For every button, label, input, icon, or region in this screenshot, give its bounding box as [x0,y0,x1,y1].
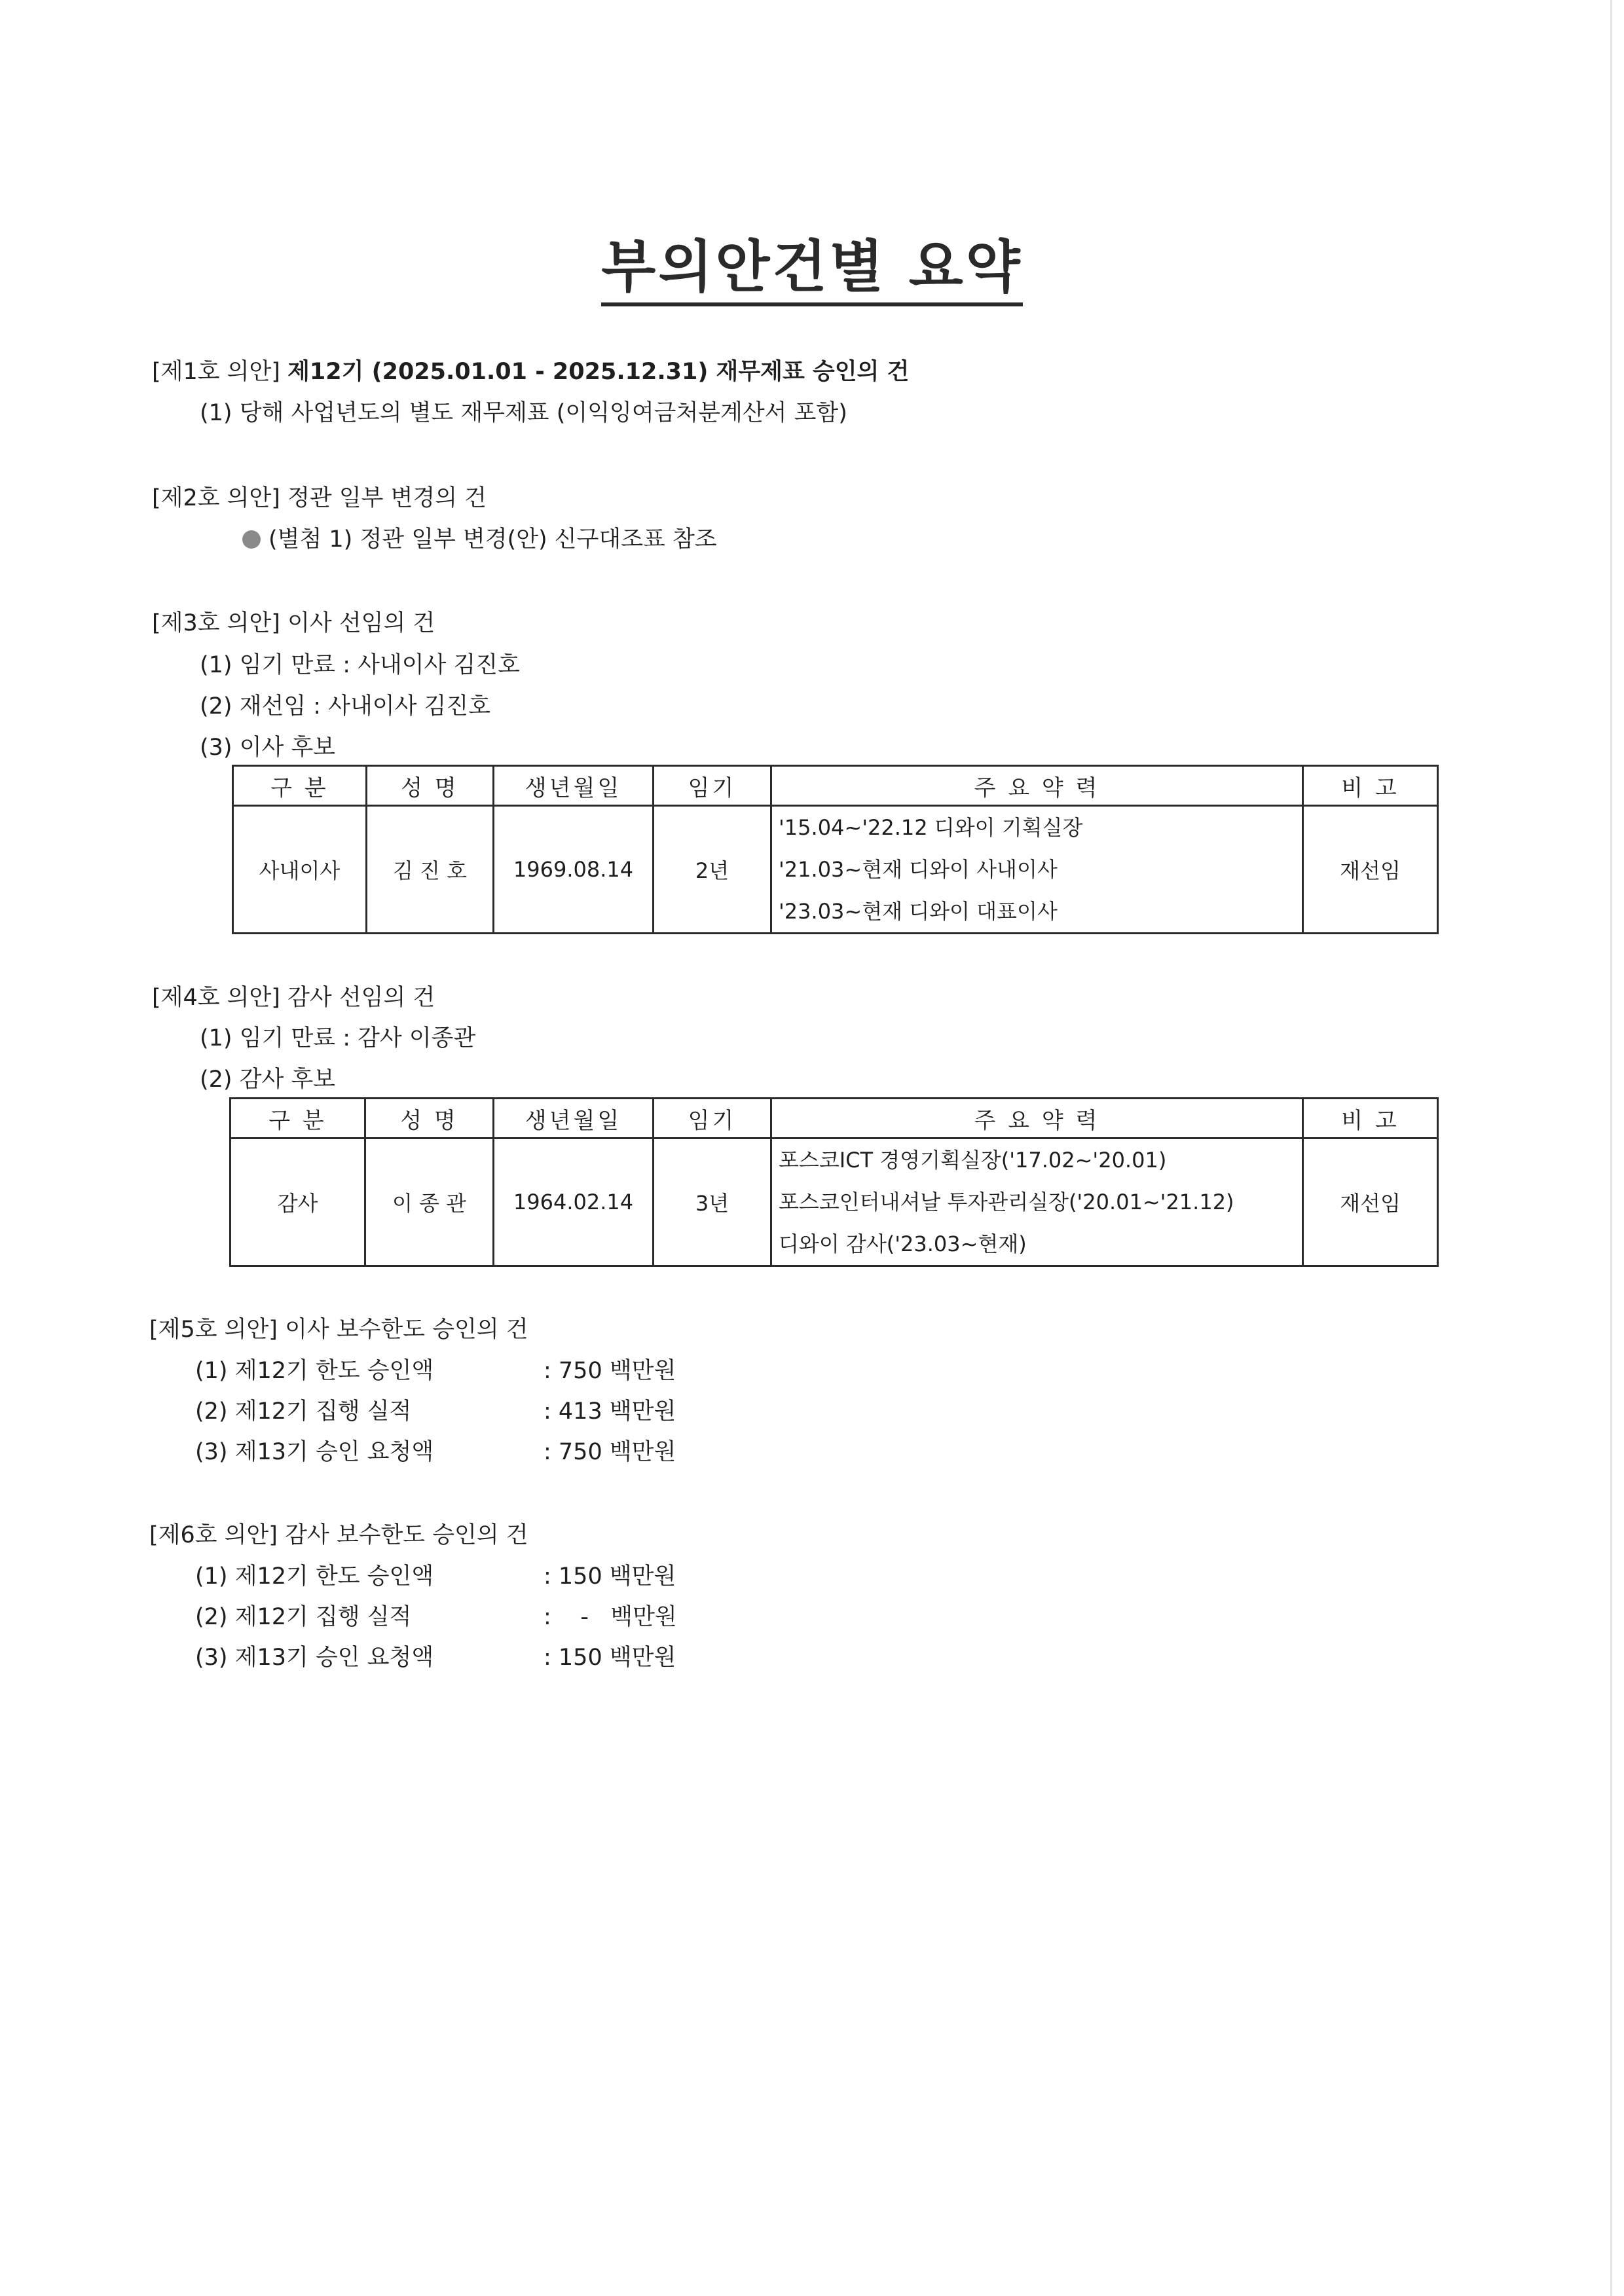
header-category: 구 분 [233,766,367,806]
agenda6-row3-value: : 150 백만원 [544,1645,676,1671]
bullet-icon [242,530,261,549]
agenda2-heading [152,480,487,513]
agenda3-item3: (3) 이사 후보 [200,735,336,761]
agenda5-row3-value: : 750 백만원 [544,1439,676,1465]
header-name: 성 명 [365,1099,494,1139]
agenda2-item1 [242,521,717,554]
cell-name: 이 종 관 [365,1139,494,1266]
cell-term: 3년 [654,1139,771,1266]
header-name: 성 명 [367,766,494,806]
career-line: 포스코인터내셔날 투자관리실장('20.01~'21.12) [779,1190,1234,1214]
agenda4-title: 감사 선임의 건 [287,985,435,1011]
career-line: '21.03~현재 디와이 사내이사 [779,857,1058,882]
table-row [231,1139,1438,1266]
agenda6-number: [제6호 의안] [149,1522,278,1548]
agenda4-number: [제4호 의안] [152,985,280,1011]
cell-birth: 1969.08.14 [494,806,654,934]
agenda3-item2: (2) 재선임 : 사내이사 김진호 [200,693,490,720]
agenda6-row2-label: (2) 제12기 집행 실적 [195,1604,412,1630]
cell-name: 김 진 호 [367,806,494,934]
career-line: 디와이 감사('23.03~현재) [779,1231,1027,1256]
header-birth: 생년월일 [494,1099,654,1139]
page-title: 부의안건별 요약 [0,221,1624,302]
table-header-row [231,1099,1438,1139]
table-row [233,806,1438,934]
agenda2-number: [제2호 의안] [152,485,280,511]
cell-birth: 1964.02.14 [494,1139,654,1266]
header-category: 구 분 [231,1099,365,1139]
cell-career [771,1139,1303,1266]
agenda5-heading [149,1311,528,1344]
cell-category: 사내이사 [233,806,367,934]
agenda5-row3-label: (3) 제13기 승인 요청액 [195,1439,434,1465]
director-candidate-table [232,765,1439,934]
cell-note: 재선임 [1303,1139,1438,1266]
agenda5-row1-value: : 750 백만원 [544,1358,676,1384]
agenda3-number: [제3호 의안] [152,610,280,636]
agenda5-row2-label: (2) 제12기 집행 실적 [195,1398,412,1425]
career-line: '15.04~'22.12 디와이 기획실장 [779,815,1083,840]
agenda1-number: [제1호 의안] [152,359,280,385]
agenda1-heading [152,354,909,386]
cell-category: 감사 [231,1139,365,1266]
header-birth: 생년월일 [494,766,654,806]
header-term: 임기 [654,1099,771,1139]
agenda5-row2-value: : 413 백만원 [544,1398,676,1425]
header-term: 임기 [654,766,771,806]
agenda1-item1: (1) 당해 사업년도의 별도 재무제표 (이익잉여금처분계산서 포함) [200,400,847,426]
agenda2-title: 정관 일부 변경의 건 [287,485,487,511]
agenda5-number: [제5호 의안] [149,1317,278,1343]
cell-term: 2년 [654,806,771,934]
table-header-row [233,766,1438,806]
career-line: 포스코ICT 경영기획실장('17.02~'20.01) [779,1148,1167,1173]
agenda6-heading [149,1517,528,1550]
agenda6-row3-label: (3) 제13기 승인 요청액 [195,1645,434,1671]
agenda3-heading [152,605,435,638]
header-note: 비 고 [1303,1099,1438,1139]
agenda5-title: 이사 보수한도 승인의 건 [285,1317,528,1343]
agenda6-title: 감사 보수한도 승인의 건 [285,1522,528,1548]
cell-career [771,806,1303,934]
auditor-candidate-table [229,1097,1439,1267]
scan-edge [1610,0,1612,2296]
cell-note: 재선임 [1303,806,1438,934]
agenda2-item1-text: (별첨 1) 정관 일부 변경(안) 신구대조표 참조 [268,526,717,553]
header-career: 주 요 약 력 [771,1099,1303,1139]
career-line: '23.03~현재 디와이 대표이사 [779,899,1058,924]
agenda5-row1-label: (1) 제12기 한도 승인액 [195,1358,434,1384]
header-career: 주 요 약 력 [771,766,1303,806]
header-note: 비 고 [1303,766,1438,806]
agenda6-row2-value: : - 백만원 [544,1604,677,1630]
agenda3-title: 이사 선임의 건 [287,610,435,636]
agenda6-row1-label: (1) 제12기 한도 승인액 [195,1563,434,1590]
agenda4-heading [152,979,435,1012]
agenda4-item2: (2) 감사 후보 [200,1066,336,1093]
agenda1-title: 제12기 (2025.01.01 - 2025.12.31) 재무제표 승인의 건 [287,359,910,385]
agenda6-row1-value: : 150 백만원 [544,1563,676,1590]
agenda4-item1: (1) 임기 만료 : 감사 이종관 [200,1025,476,1051]
agenda3-item1: (1) 임기 만료 : 사내이사 김진호 [200,652,520,678]
